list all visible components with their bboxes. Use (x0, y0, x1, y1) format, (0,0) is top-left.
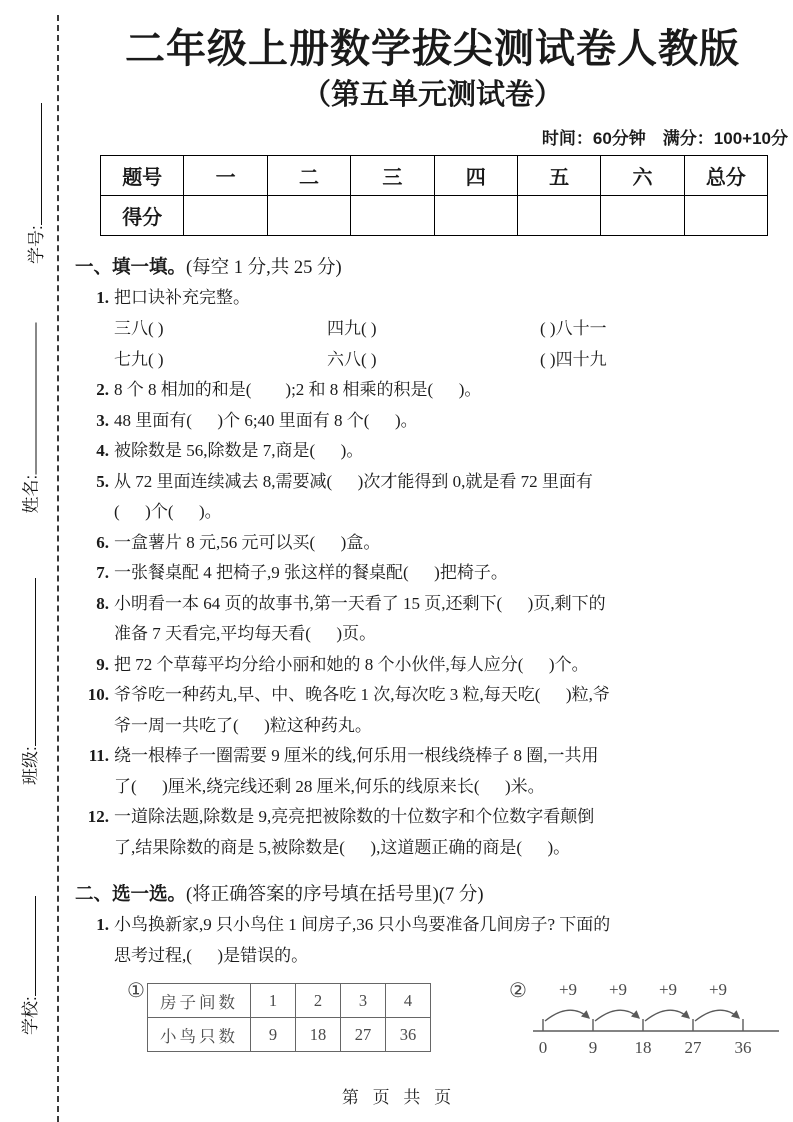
question-number: 10. (87, 685, 109, 705)
question-text: 被除数是 56,除数是 7,商是( )。 (114, 441, 364, 461)
question-text: 从 72 里面连续减去 8,需要减( )次才能得到 0,就是看 72 里面有 (114, 471, 593, 491)
question-text: 思考过程,( )是错误的。 (114, 945, 309, 965)
question-5 (75, 467, 790, 498)
question-text: 准备 7 天看完,平均每天看( )页。 (114, 624, 377, 644)
score-table-cell: 三 (351, 155, 434, 195)
question-number-spacer (75, 941, 109, 972)
question-text: 爷一周一共吃了( )粒这种药丸。 (114, 715, 372, 735)
question-number: 2. (96, 380, 109, 400)
section2-question-1 (75, 910, 790, 941)
table-cell: 18 (295, 1018, 340, 1052)
sidebar-field-student-id (22, 84, 46, 264)
question-text: 绕一根棒子一圈需要 9 厘米的线,何乐用一根线绕棒子 8 圈,一共用 (114, 746, 599, 766)
question-number: 11. (88, 746, 109, 766)
question-number-spacer (75, 497, 109, 528)
question-4 (75, 436, 790, 467)
score-empty-cell (684, 195, 767, 235)
table-cell: 27 (340, 1018, 385, 1052)
question-2 (75, 375, 790, 406)
question-number: 8. (96, 593, 109, 613)
question-number-spacer (75, 833, 109, 864)
section2-note: (将正确答案的序号填在括号里)(7 分) (186, 885, 484, 906)
question-number: 6. (96, 532, 109, 552)
score-table-cell: 六 (601, 155, 684, 195)
school-blank (21, 896, 36, 996)
section1-title: 一、填一填。 (75, 255, 187, 277)
question-text: 一道除法题,除数是 9,亮亮把被除数的十位数字和个位数字看颠倒 (114, 807, 595, 827)
rhyme-blank: 四九( ) (327, 319, 377, 339)
plus9-arc (595, 1011, 639, 1022)
question-text: 48 里面有( )个 6;40 里面有 8 个( )。 (114, 410, 418, 430)
bird-count-label: 小鸟只数 (147, 1018, 250, 1052)
score-table-cell: 一 (184, 155, 267, 195)
question-10-continuation (75, 711, 790, 742)
score-empty-cell (351, 195, 434, 235)
sidebar-field-school (16, 885, 40, 1035)
question-number-spacer (75, 619, 109, 650)
question-5-continuation (75, 497, 790, 528)
time-and-score-info: 时间：60分钟 满分：100+10分 (541, 128, 788, 148)
question-1 (75, 283, 790, 314)
table-cell: 36 (385, 1018, 430, 1052)
score-table-header-row (101, 155, 768, 195)
question-number: 1. (96, 287, 109, 307)
question-12 (75, 802, 790, 833)
sidebar-field-name (17, 309, 41, 514)
question-text: 把口诀补充完整。 (114, 287, 250, 307)
question-text: 了,结果除数的商是 5,被除数是( ),这道题正确的商是( )。 (114, 837, 571, 857)
question-number: 7. (96, 563, 109, 583)
tick-label: 18 (634, 1038, 652, 1058)
rhyme-blank: 六八( ) (327, 350, 377, 370)
arc-label: +9 (558, 980, 577, 1000)
question-number: 3. (96, 410, 109, 430)
question-10 (75, 680, 790, 711)
question-12-continuation (75, 833, 790, 864)
name-blank (21, 323, 36, 475)
arc-label: +9 (608, 980, 627, 1000)
score-empty-cell (184, 195, 267, 235)
number-line-diagram (529, 977, 784, 1061)
table-cell: 4 (385, 984, 430, 1018)
score-table-score-row (101, 195, 768, 235)
question-text: ( )个( )。 (114, 502, 222, 522)
question-number: 4. (96, 441, 109, 461)
table-cell: 9 (250, 1018, 295, 1052)
plus9-arc (545, 1011, 589, 1022)
class-blank (21, 578, 36, 746)
section1-heading (75, 252, 790, 283)
table-row (147, 984, 430, 1018)
question-number-spacer (75, 772, 109, 803)
tick-label: 36 (734, 1038, 752, 1058)
section2-question-1-continuation (75, 941, 790, 972)
arc-label: +9 (658, 980, 677, 1000)
plus9-arc (695, 1011, 739, 1022)
question-text: 8 个 8 相加的和是( );2 和 8 相乘的积是( )。 (114, 380, 482, 400)
tick-label: 9 (588, 1038, 598, 1058)
question-number: 1. (96, 915, 109, 935)
plus9-arc (645, 1011, 689, 1022)
score-empty-cell (601, 195, 684, 235)
name-label: 姓名: (21, 474, 40, 514)
question-number: 5. (96, 471, 109, 491)
table-cell: 1 (250, 984, 295, 1018)
student-id-blank (27, 103, 42, 225)
page-subtitle: （第五单元测试卷） (301, 79, 563, 111)
table-cell: 2 (295, 984, 340, 1018)
table-cell: 3 (340, 984, 385, 1018)
question-8 (75, 589, 790, 620)
question-11 (75, 741, 790, 772)
section1-note: (每空 1 分,共 25 分) (186, 257, 342, 278)
score-empty-cell (267, 195, 350, 235)
question-number: 12. (87, 807, 109, 827)
tick-label: 27 (684, 1038, 702, 1058)
option-2-group (509, 979, 784, 1061)
student-id-label: 学号: (26, 225, 46, 264)
house-count-label: 房子间数 (147, 984, 250, 1018)
question-8-continuation (75, 619, 790, 650)
question-text: 一盒薯片 8 元,56 元可以买( )盒。 (114, 532, 381, 552)
rhyme-blank: ( )八十一 (540, 319, 607, 339)
score-table-cell: 四 (434, 155, 517, 195)
page-footer: 第 页 共 页 (341, 1088, 452, 1107)
question-7 (75, 558, 790, 589)
score-table-cell: 五 (517, 155, 600, 195)
question-text: 爷爷吃一种药丸,早、中、晚各吃 1 次,每次吃 3 粒,每天吃( )粒,爷 (114, 685, 610, 705)
score-table (100, 155, 768, 236)
score-table-cell: 二 (267, 155, 350, 195)
bird-house-table (147, 983, 431, 1052)
question-number: 9. (96, 654, 109, 674)
option-2-circled-number: ② (508, 980, 527, 1003)
table-row (147, 1018, 430, 1052)
question-number-spacer (75, 711, 109, 742)
rhyme-blank: 七九( ) (114, 350, 164, 370)
score-table-cell: 题号 (101, 155, 184, 195)
rhyme-blank: ( )四十九 (540, 350, 607, 370)
page-title: 二年级上册数学拔尖测试卷人教版 (125, 27, 740, 71)
score-table-cell: 总分 (684, 155, 767, 195)
score-row-label: 得分 (101, 195, 184, 235)
question-11-continuation (75, 772, 790, 803)
multiplication-rhyme-row (75, 313, 790, 344)
question-9 (75, 650, 790, 681)
choice-options-row (127, 979, 790, 1061)
option-1-circled-number: ① (127, 980, 145, 1003)
question-text: 小明看一本 64 页的故事书,第一天看了 15 页,还剩下( )页,剩下的 (114, 593, 606, 613)
section2-title: 二、选一选。 (75, 883, 187, 905)
question-6 (75, 528, 790, 559)
multiplication-rhyme-row (75, 344, 790, 375)
paper-content (75, 0, 790, 1061)
question-text: 把 72 个草莓平均分给小丽和她的 8 个小伙伴,每人应分( )个。 (114, 654, 589, 674)
score-empty-cell (517, 195, 600, 235)
question-text: 一张餐桌配 4 把椅子,9 张这样的餐桌配( )把椅子。 (114, 563, 508, 583)
fold-cut-line (57, 15, 59, 1122)
rhyme-blank: 三八( ) (114, 319, 164, 339)
class-label: 班级: (20, 746, 40, 785)
arc-label: +9 (708, 980, 727, 1000)
question-text: 小鸟换新家,9 只小鸟住 1 间房子,36 只小鸟要准备几间房子? 下面的 (114, 915, 611, 935)
sidebar-field-class (16, 565, 40, 785)
question-text: 了( )厘米,绕完线还剩 28 厘米,何乐的线原来长( )米。 (114, 776, 545, 796)
question-3 (75, 406, 790, 437)
section2-heading (75, 879, 790, 910)
school-label: 学校: (20, 996, 40, 1035)
score-empty-cell (434, 195, 517, 235)
tick-label: 0 (538, 1038, 548, 1058)
